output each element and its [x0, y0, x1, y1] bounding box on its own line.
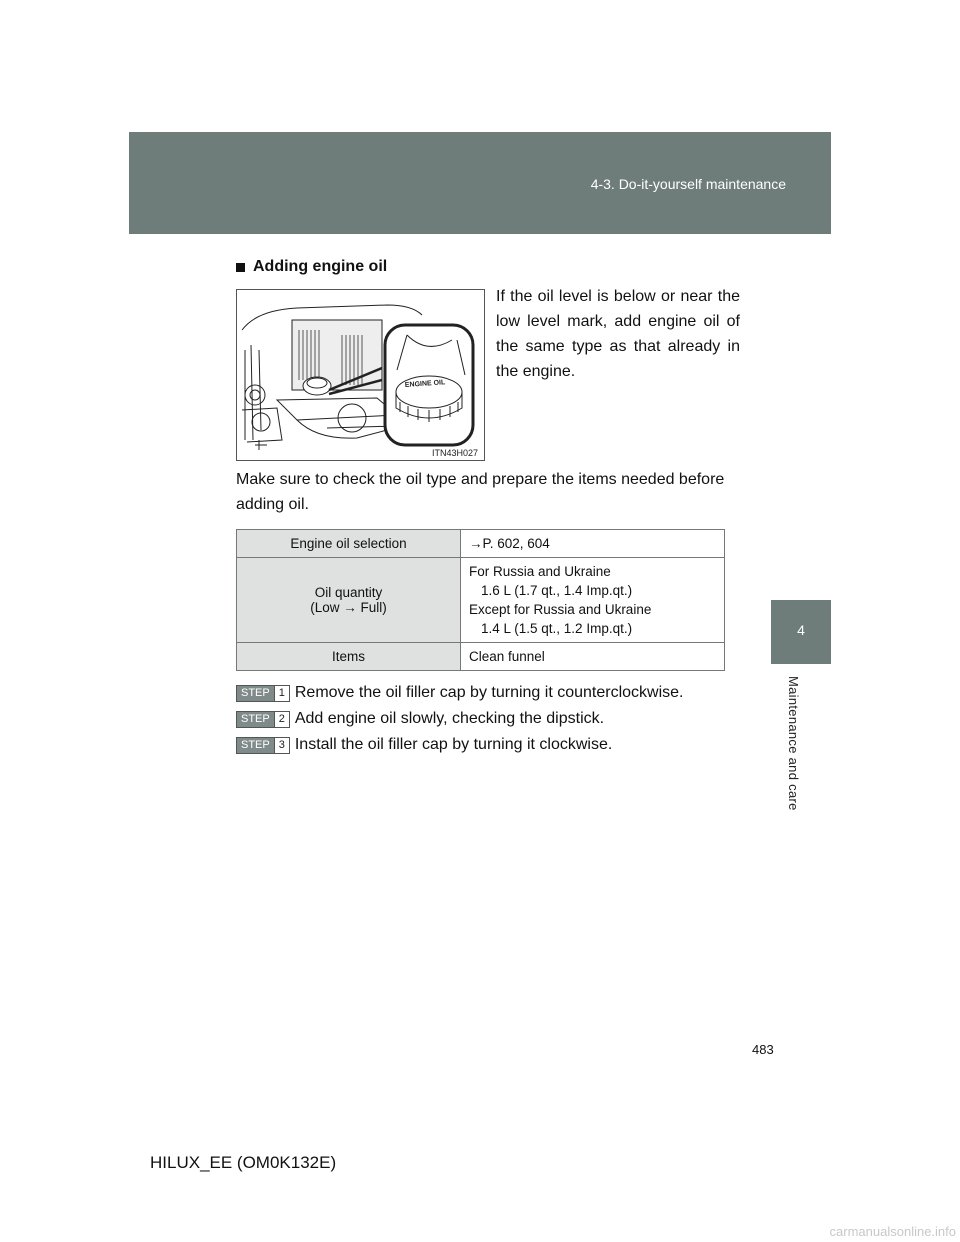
figure-code: ITN43H027 — [431, 448, 478, 458]
chapter-label: Maintenance and care — [786, 676, 801, 811]
oil-quantity-range: (Low → Full) — [310, 600, 387, 615]
quantity-except-russia-ukraine: 1.4 L (1.5 qt., 1.2 Imp.qt.) — [481, 621, 633, 636]
chapter-number: 4 — [797, 622, 805, 638]
step-2 — [236, 710, 604, 728]
header-band — [129, 132, 831, 234]
engine-illustration — [236, 289, 485, 461]
chapter-tab[interactable] — [771, 600, 831, 664]
table-label — [237, 558, 461, 643]
engine-bay-drawing — [237, 290, 484, 460]
step-3 — [236, 736, 612, 754]
section-heading — [236, 258, 387, 276]
step-badge: STEP 3 — [236, 737, 290, 754]
step-badge: STEP 1 — [236, 685, 290, 702]
table-value — [461, 558, 725, 643]
step-1 — [236, 684, 683, 702]
oil-info-table — [236, 529, 725, 671]
step-badge: STEP 2 — [236, 711, 290, 728]
table-label: Items — [237, 643, 461, 671]
quantity-russia-ukraine: 1.6 L (1.7 qt., 1.4 Imp.qt.) — [481, 583, 633, 598]
table-row — [237, 643, 725, 671]
region-except-russia-ukraine: Except for Russia and Ukraine — [469, 602, 652, 617]
step-text: Install the oil filler cap by turning it clockwise. — [294, 736, 613, 753]
region-russia-ukraine: For Russia and Ukraine — [469, 564, 611, 579]
table-value: Clean funnel — [461, 643, 725, 671]
table-row — [237, 530, 725, 558]
step-text: Add engine oil slowly, checking the dipstick. — [294, 710, 605, 727]
figure-cap-label: ENGINE OIL — [404, 379, 446, 389]
section-heading-text: Adding engine oil — [253, 258, 388, 275]
page-number: 483 — [752, 1042, 774, 1057]
footer-model-code: HILUX_EE (OM0K132E) — [150, 1153, 337, 1172]
preparation-paragraph: Make sure to check the oil type and prepare the items needed before adding oil. — [236, 471, 725, 513]
oil-quantity-label: Oil quantity — [314, 585, 383, 600]
section-title: 4-3. Do-it-yourself maintenance — [590, 176, 786, 192]
page-reference-link[interactable]: →P. 602, 604 — [461, 530, 725, 558]
square-bullet-icon — [236, 263, 245, 272]
table-row — [237, 558, 725, 643]
watermark: carmanualsonline.info — [829, 1224, 956, 1239]
step-text: Remove the oil filler cap by turning it counterclockwise. — [294, 684, 684, 701]
intro-text: If the oil level is below or near the low level mark, add engine oil of the same type as that already in the engine. — [496, 288, 740, 380]
table-label: Engine oil selection — [237, 530, 461, 558]
